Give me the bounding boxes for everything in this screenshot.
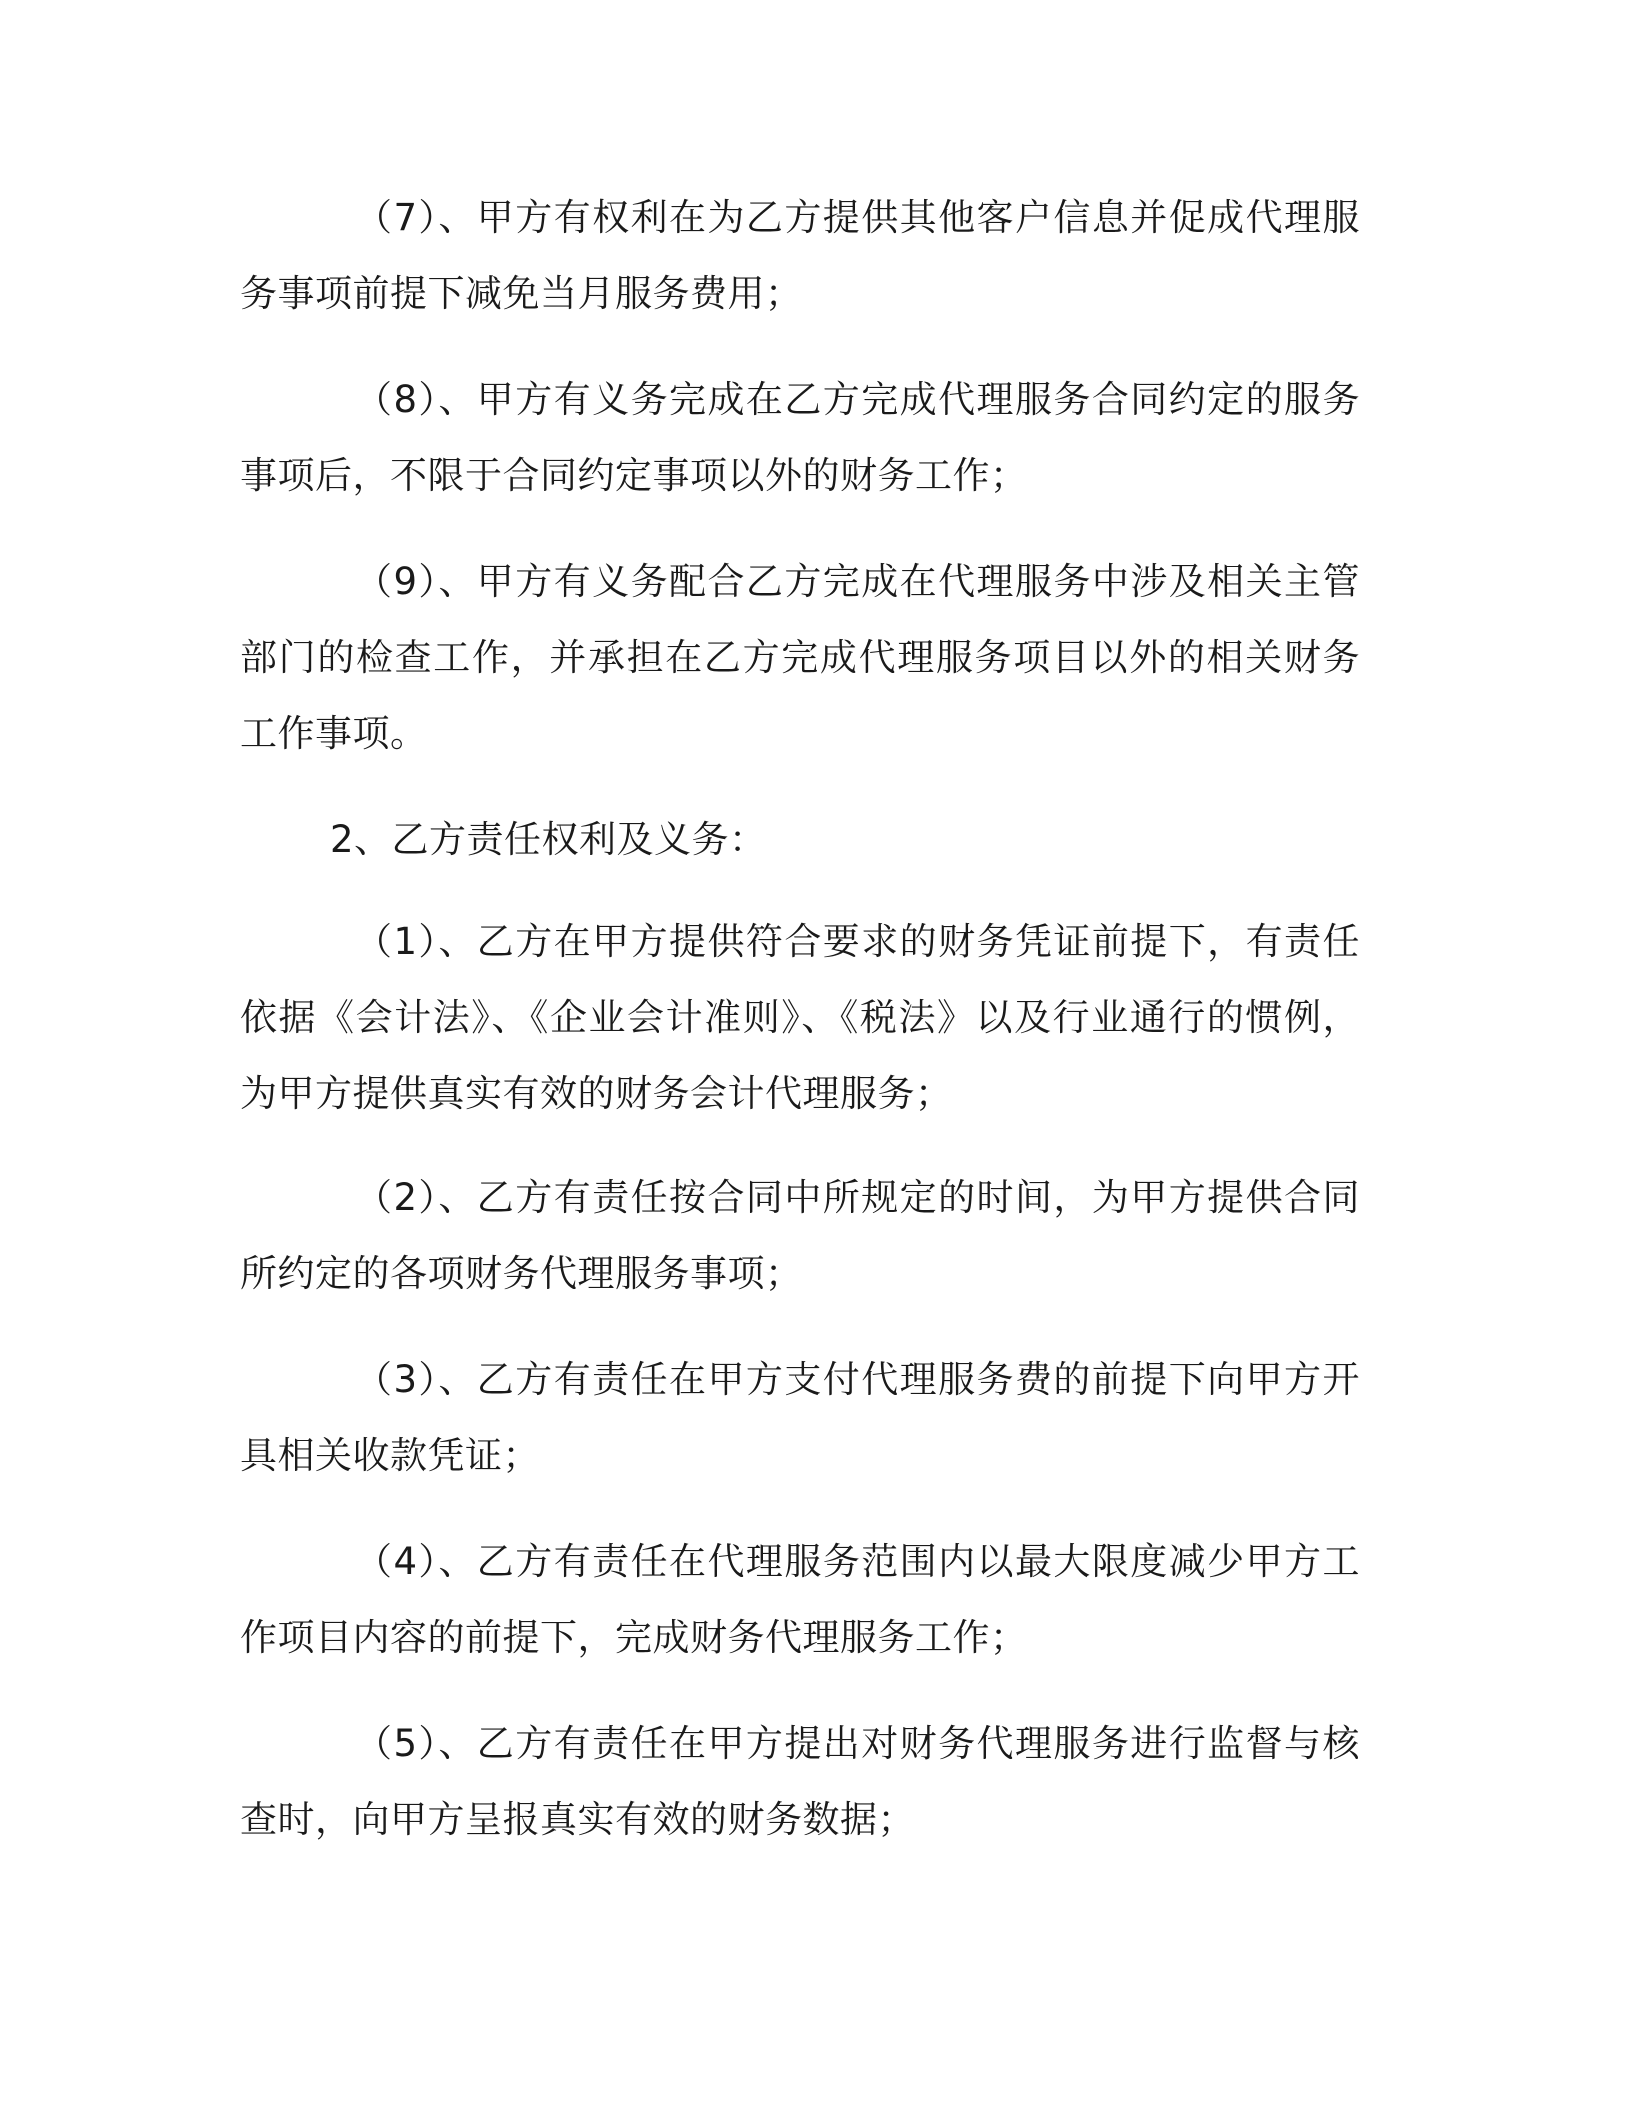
clause-b3: （3）、乙方有责任在甲方支付代理服务费的前提下向甲方开具相关收款凭证；	[240, 1358, 1360, 1477]
clause-b1: （1）、乙方在甲方提供符合要求的财务凭证前提下，有责任依据《会计法》、《企业会计准则》、《税法》以及行业通行的惯例，为甲方提供真实有效的财务会计代理服务；	[240, 920, 1360, 1115]
clause-a8: （8）、甲方有义务完成在乙方完成代理服务合同约定的服务事项后，不限于合同约定事项以外的财务工作；	[240, 378, 1360, 497]
clause-b5: （5）、乙方有责任在甲方提出对财务代理服务进行监督与核查时，向甲方呈报真实有效的财务数据；	[240, 1722, 1360, 1841]
clause-b2: （2）、乙方有责任按合同中所规定的时间，为甲方提供合同所约定的各项财务代理服务事项；	[240, 1176, 1360, 1295]
clause-a7: （7）、甲方有权利在为乙方提供其他客户信息并促成代理服务事项前提下减免当月服务费用；	[240, 196, 1360, 315]
clause-b4: （4）、乙方有责任在代理服务范围内以最大限度减少甲方工作项目内容的前提下，完成财务代理服务工作；	[240, 1540, 1360, 1659]
section-heading-party-b: 2、乙方责任权利及义务：	[330, 818, 767, 861]
clause-a9: （9）、甲方有义务配合乙方完成在代理服务中涉及相关主管部门的检查工作，并承担在乙方完成代理服务项目以外的相关财务工作事项。	[240, 560, 1360, 755]
